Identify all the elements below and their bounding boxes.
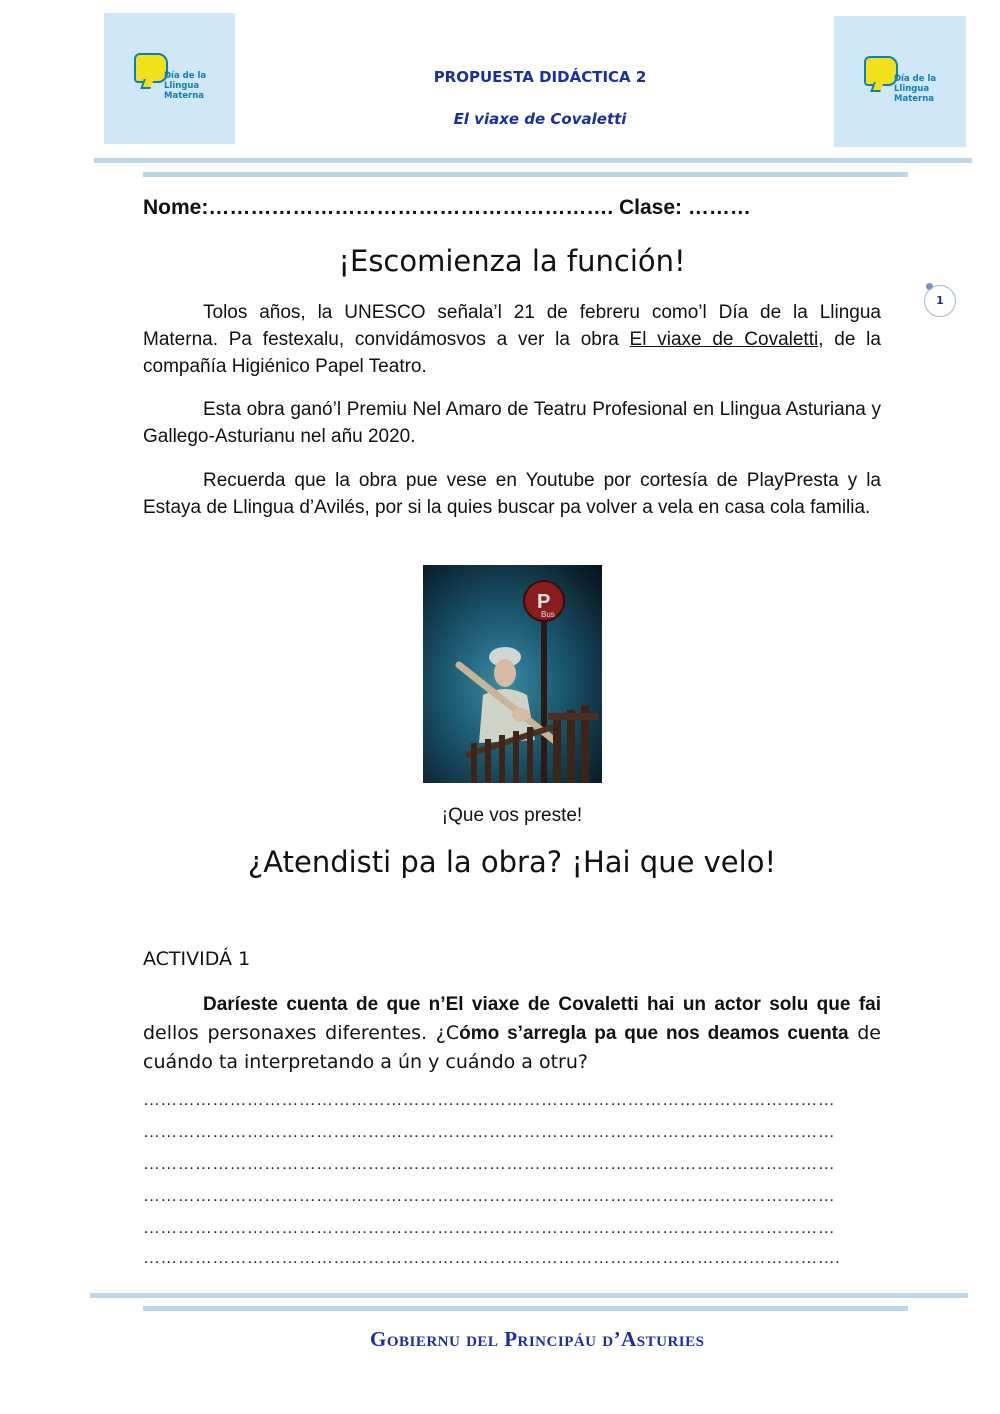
answer-line[interactable]: ………………………………………………………………………………………………………… [143,1090,835,1109]
section-heading-function: ¡Escomienza la función! [338,244,686,278]
speech-bubble-icon [134,53,168,83]
svg-text:Bus: Bus [541,610,555,619]
photo-caption: ¡Que vos preste! [441,805,583,826]
speech-bubble-icon [864,56,898,86]
footer-government-name: Gobiernu del Principáu d’Asturies [370,1327,705,1351]
answer-line[interactable]: ………………………………………………………………………………………………………… [143,1154,835,1173]
section-heading-question: ¿Atendisti pa la obra? ¡Hai que velo! [247,845,777,879]
answer-line[interactable]: …………………………………………………………………………………………………………. [143,1248,841,1267]
youtube-paragraph: Recuerda que la obra pue vese en Youtube por cortesía de PlayPresta y la Estaya de Llingua d’Avilés, por si la quies buscar pa volver a vela en casa cola familia. [143,470,881,518]
page-number: 1 [924,285,956,317]
logo-text: Día de la Llingua Materna [164,71,207,101]
play-title-link[interactable]: El viaxe de Covaletti [629,329,819,350]
answer-line[interactable]: ………………………………………………………………………………………………………… [143,1186,835,1205]
activity-label: ACTIVIDÁ 1 [143,948,251,970]
footer-rule-top [90,1293,968,1298]
document-title: PROPUESTA DIDÁCTICA 2 [433,68,647,86]
header-rule-top [94,158,972,163]
svg-text:P: P [537,591,551,613]
logo-dia-llingua-materna-right [834,16,966,147]
play-photo [423,565,602,783]
header-rule-bottom [143,172,908,177]
name-class-field[interactable]: Nome:…………………………………………………. Clase: ……… [143,196,751,219]
document-subtitle: El viaxe de Covaletti [453,110,627,128]
answer-line[interactable]: ………………………………………………………………………………………………………… [143,1218,835,1237]
award-paragraph: Esta obra ganó’l Premiu Nel Amaro de Teatru Profesional en Llingua Asturiana y Gallego-Asturianu nel añu 2020. [143,399,881,447]
logo-text: Día de la Llingua Materna [894,74,937,104]
intro-paragraph: Tolos años, la UNESCO señala’l 21 de febreru como’l Día de la Llingua Materna. Pa festexalu, convidámosvos a ver la obra El viaxe de Covaletti, de la compañía Higiénico Papel Teatro. [143,302,881,377]
activity-question: Daríeste cuenta de que n’El viaxe de Covaletti hai un actor solu que fai dellos personaxes diferentes. ¿Cómo s’arregla pa que nos deamos cuenta de cuándo ta interpretando a ún y cuándo a otru? [143,994,881,1073]
logo-dia-llingua-materna-left [104,13,235,144]
footer-rule-bottom [143,1306,908,1311]
answer-line[interactable]: ………………………………………………………………………………………………………… [143,1122,835,1141]
